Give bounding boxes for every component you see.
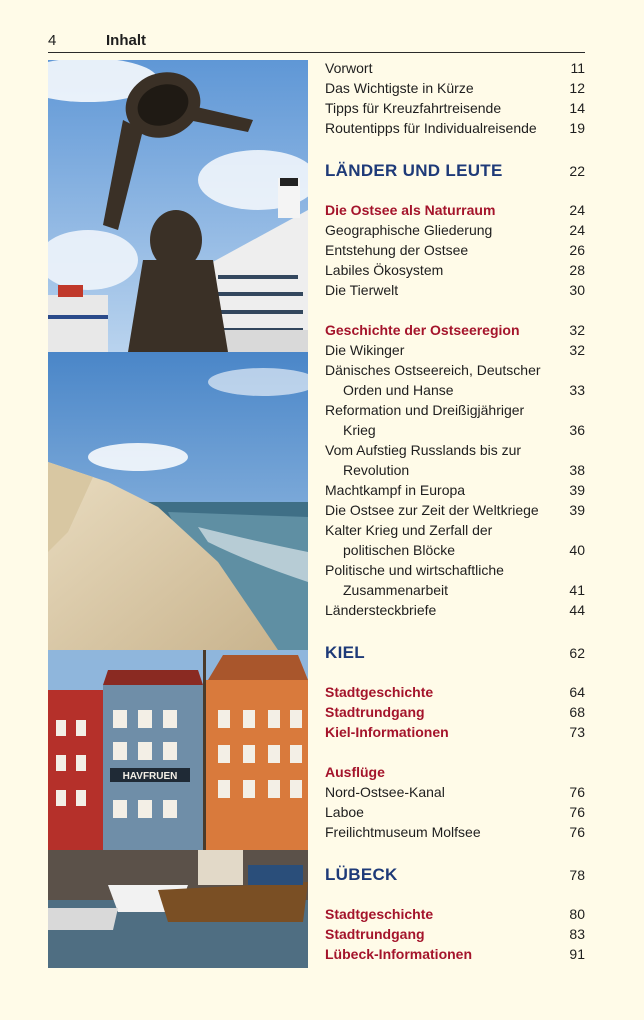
- toc-subheading-ausfluege[interactable]: Ausflüge: [325, 764, 385, 780]
- house-sign: HAVFRUEN: [122, 771, 178, 782]
- toc-entry[interactable]: Reformation und Dreißigjähriger Krieg 36: [325, 402, 585, 438]
- toc-entry[interactable]: Geographische Gliederung 24: [325, 222, 585, 238]
- page-number: 4: [48, 32, 57, 49]
- toc-entry[interactable]: Politische und wirtschaftliche Zusammenarbeit 41: [325, 562, 585, 598]
- table-of-contents: [325, 58, 585, 964]
- toc-entry[interactable]: Ländersteckbriefe 44: [325, 602, 585, 618]
- toc-entry-red[interactable]: Stadtrundgang 68: [325, 704, 585, 720]
- toc-entry[interactable]: Die Ostsee zur Zeit der Weltkriege 39: [325, 502, 585, 518]
- toc-entry[interactable]: Freilichtmuseum Molfsee 76: [325, 824, 585, 840]
- page-header: [48, 30, 585, 53]
- photo-dune-beach: [48, 352, 308, 650]
- toc-subheading-naturraum[interactable]: Die Ostsee als Naturraum 24: [325, 202, 585, 218]
- toc-entry-red[interactable]: Kiel-Informationen 73: [325, 724, 585, 740]
- photo-harbour-houses: [48, 650, 308, 968]
- photo-column: [48, 60, 308, 968]
- toc-entry[interactable]: Machtkampf in Europa 39: [325, 482, 585, 498]
- toc-entry[interactable]: Das Wichtigste in Kürze 12: [325, 80, 585, 96]
- toc-entry[interactable]: Tipps für Kreuzfahrtreisende 14: [325, 100, 585, 116]
- toc-heading-luebeck[interactable]: LÜBECK 78: [325, 865, 585, 884]
- toc-subheading-geschichte[interactable]: Geschichte der Ostseeregion 32: [325, 322, 585, 338]
- toc-entry-red[interactable]: Stadtgeschichte 80: [325, 906, 585, 922]
- toc-entry[interactable]: Dänisches Ostseereich, Deutscher Orden und Hanse 33: [325, 362, 585, 398]
- toc-entry-red[interactable]: Lübeck-Informationen 91: [325, 946, 585, 962]
- toc-entry[interactable]: Entstehung der Ostsee 26: [325, 242, 585, 258]
- toc-entry-red[interactable]: Stadtrundgang 83: [325, 926, 585, 942]
- toc-heading-laender[interactable]: LÄNDER UND LEUTE 22: [325, 161, 585, 180]
- toc-entry-red[interactable]: Stadtgeschichte 64: [325, 684, 585, 700]
- toc-entry[interactable]: Die Tierwelt 30: [325, 282, 585, 298]
- toc-entry[interactable]: Labiles Ökosystem 28: [325, 262, 585, 278]
- toc-entry[interactable]: Vom Aufstieg Russlands bis zur Revolution 38: [325, 442, 585, 478]
- photo-statue-cruise-ship: [48, 60, 308, 352]
- toc-entry[interactable]: Vorwort 11: [325, 60, 585, 76]
- toc-heading-kiel[interactable]: KIEL 62: [325, 643, 585, 662]
- toc-entry[interactable]: Nord-Ostsee-Kanal 76: [325, 784, 585, 800]
- toc-entry[interactable]: Kalter Krieg und Zerfall der politischen Blöcke 40: [325, 522, 585, 558]
- toc-entry[interactable]: Laboe 76: [325, 804, 585, 820]
- toc-entry[interactable]: Routentipps für Individualreisende 19: [325, 120, 585, 136]
- toc-entry[interactable]: Die Wikinger 32: [325, 342, 585, 358]
- header-title: Inhalt: [106, 32, 146, 49]
